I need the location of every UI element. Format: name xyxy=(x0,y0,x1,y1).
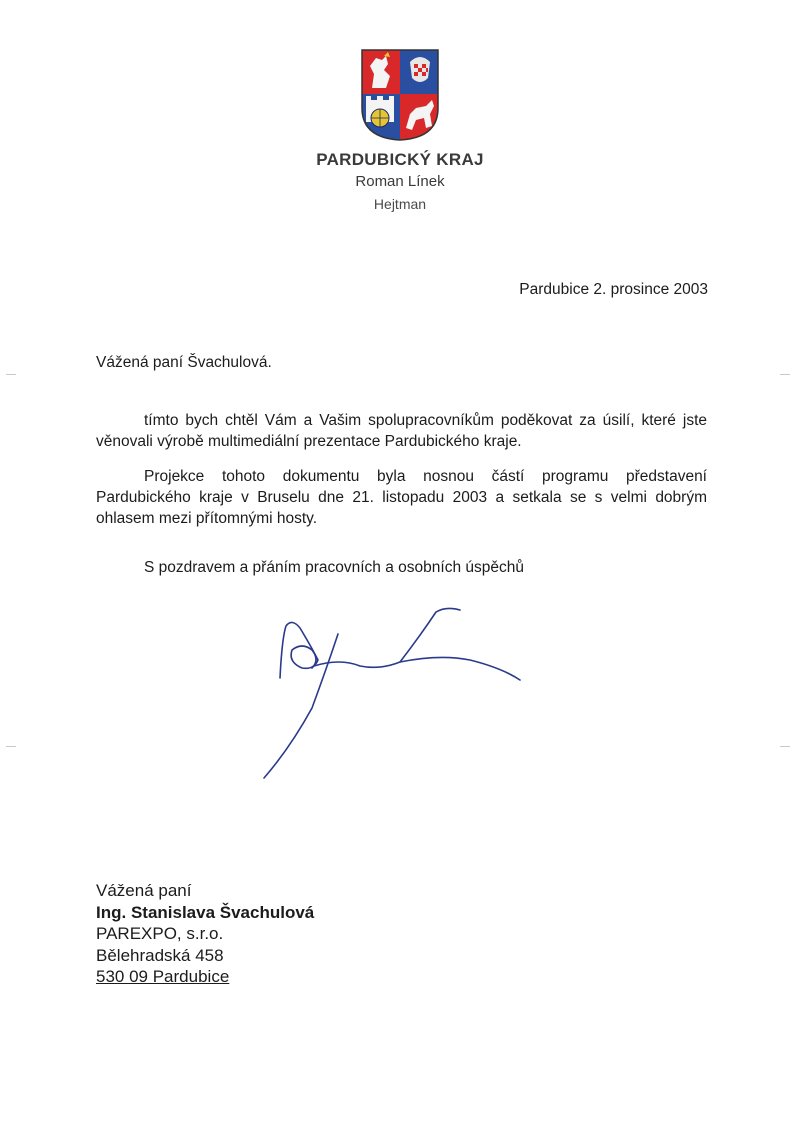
handwritten-signature xyxy=(240,598,540,798)
body-paragraph: tímto bych chtěl Vám a Vašim spolupracovníkům poděkovat za úsilí, které jste věnovali výrobě multimediální prezentace Pardubického kraje. xyxy=(96,412,707,450)
recipient-name: Ing. Stanislava Švachulová xyxy=(96,902,315,922)
recipient-address xyxy=(96,880,314,988)
letter-date: Pardubice 2. prosince 2003 xyxy=(519,281,708,298)
fold-mark xyxy=(780,374,790,375)
fold-mark xyxy=(780,746,790,747)
closing-line: S pozdravem a přáním pracovních a osobních úspěchů xyxy=(144,559,524,576)
recipient-company: PAREXPO, s.r.o. xyxy=(96,924,224,943)
recipient-street: Bělehradská 458 xyxy=(96,945,224,965)
fold-mark xyxy=(6,746,16,747)
fold-mark xyxy=(6,374,16,375)
recipient-city: 530 09 Pardubice xyxy=(96,967,230,986)
sender-name: Roman Línek xyxy=(355,173,445,190)
body-paragraph: Projekce tohoto dokumentu byla nosnou částí programu představení Pardubického kraje v Bruselu dne 21. listopadu 2003 a setkala se s velmi dobrým ohlasem mezi přítomnými hosty. xyxy=(96,468,707,527)
recipient-greeting: Vážená paní xyxy=(96,881,192,900)
sender-role: Hejtman xyxy=(373,196,427,212)
coat-of-arms-icon xyxy=(360,48,440,142)
organization-name: PARDUBICKÝ KRAJ xyxy=(316,150,484,169)
salutation: Vážená paní Švachulová. xyxy=(96,354,272,371)
